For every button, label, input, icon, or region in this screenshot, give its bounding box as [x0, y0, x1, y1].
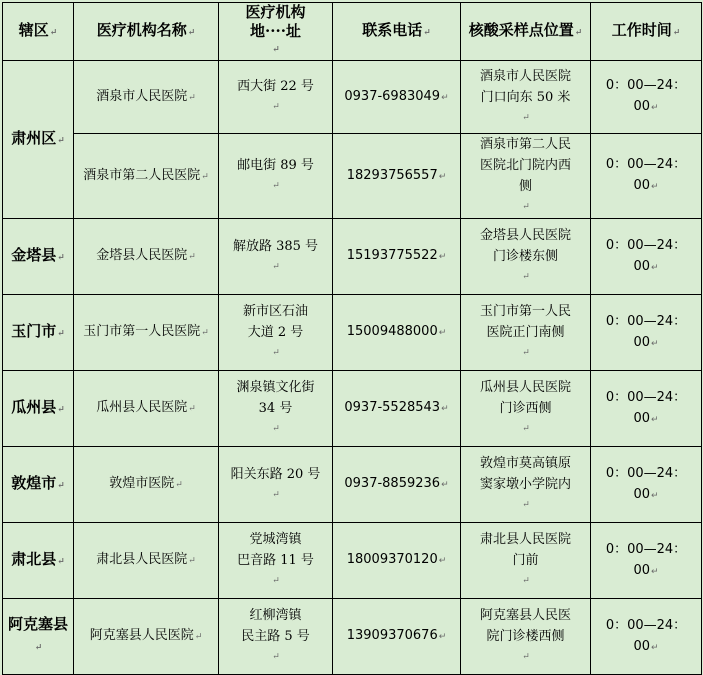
district-cell: 玉门市↵	[3, 295, 74, 371]
address-cell: 阳关东路 20 号 ↵	[219, 447, 333, 523]
address-cell: 党城湾镇 巴音路 11 号 ↵	[219, 523, 333, 599]
phone-cell: 15193775522↵	[333, 219, 461, 295]
institution-name-cell: 敦煌市医院↵	[74, 447, 219, 523]
sampling-site-cell: 敦煌市莫高镇原 窦家墩小学院内 ↵	[461, 447, 591, 523]
sampling-site-cell: 玉门市第一人民 医院正门南侧 ↵	[461, 295, 591, 371]
address-cell: 新市区石油 大道 2 号 ↵	[219, 295, 333, 371]
phone-cell: 0937-6983049↵	[333, 61, 461, 134]
address-cell: 邮电街 89 号 ↵	[219, 134, 333, 219]
hours-cell: 0：00—24：00↵	[591, 371, 702, 447]
table-row	[3, 523, 702, 599]
table-row	[3, 219, 702, 295]
header-hours: 工作时间↵	[591, 3, 702, 61]
table-row	[3, 61, 702, 134]
district-cell: 阿克塞县↵	[3, 599, 74, 675]
hours-cell: 0：00—24：00↵	[591, 134, 702, 219]
hours-cell: 0：00—24：00↵	[591, 61, 702, 134]
institution-name-cell: 瓜州县人民医院↵	[74, 371, 219, 447]
sampling-site-cell: 瓜州县人民医院 门诊西侧 ↵	[461, 371, 591, 447]
hours-cell: 0：00—24：00↵	[591, 599, 702, 675]
district-cell: 肃北县↵	[3, 523, 74, 599]
table-row	[3, 295, 702, 371]
phone-cell: 18009370120↵	[333, 523, 461, 599]
institution-name-cell: 肃北县人民医院↵	[74, 523, 219, 599]
hours-cell: 0：00—24：00↵	[591, 219, 702, 295]
header-address: 医疗机构 地····址 ↵	[219, 3, 333, 61]
header-district: 辖区↵	[3, 3, 74, 61]
institution-name-cell: 玉门市第一人民医院↵	[74, 295, 219, 371]
header-phone: 联系电话↵	[333, 3, 461, 61]
hours-cell: 0：00—24：00↵	[591, 447, 702, 523]
header-institution-name: 医疗机构名称↵	[74, 3, 219, 61]
hours-cell: 0：00—24：00↵	[591, 295, 702, 371]
phone-cell: 15009488000↵	[333, 295, 461, 371]
sampling-site-cell: 阿克塞县人民医 院门诊楼西侧 ↵	[461, 599, 591, 675]
header-row	[3, 3, 702, 61]
testing-sites-table	[2, 2, 702, 675]
sampling-site-cell: 金塔县人民医院 门诊楼东侧 ↵	[461, 219, 591, 295]
table-row	[3, 134, 702, 219]
district-cell: 肃州区↵	[3, 61, 74, 219]
header-sampling-site: 核酸采样点位置↵	[461, 3, 591, 61]
institution-name-cell: 酒泉市人民医院↵	[74, 61, 219, 134]
sampling-site-cell: 酒泉市人民医院 门口向东 50 米 ↵	[461, 61, 591, 134]
institution-name-cell: 阿克塞县人民医院↵	[74, 599, 219, 675]
address-cell: 西大街 22 号 ↵	[219, 61, 333, 134]
phone-cell: 0937-5528543↵	[333, 371, 461, 447]
phone-cell: 0937-8859236↵	[333, 447, 461, 523]
hours-cell: 0：00—24：00↵	[591, 523, 702, 599]
institution-name-cell: 酒泉市第二人民医院↵	[74, 134, 219, 219]
district-cell: 瓜州县↵	[3, 371, 74, 447]
district-cell: 金塔县↵	[3, 219, 74, 295]
sampling-site-cell: 酒泉市第二人民 医院北门院内西 侧 ↵	[461, 134, 591, 219]
institution-name-cell: 金塔县人民医院↵	[74, 219, 219, 295]
table-row	[3, 371, 702, 447]
table-row	[3, 447, 702, 523]
table-row	[3, 599, 702, 675]
sampling-site-cell: 肃北县人民医院 门前 ↵	[461, 523, 591, 599]
address-cell: 渊泉镇文化街 34 号 ↵	[219, 371, 333, 447]
phone-cell: 18293756557↵	[333, 134, 461, 219]
address-cell: 解放路 385 号 ↵	[219, 219, 333, 295]
phone-cell: 13909370676↵	[333, 599, 461, 675]
district-cell: 敦煌市↵	[3, 447, 74, 523]
address-cell: 红柳湾镇 民主路 5 号 ↵	[219, 599, 333, 675]
